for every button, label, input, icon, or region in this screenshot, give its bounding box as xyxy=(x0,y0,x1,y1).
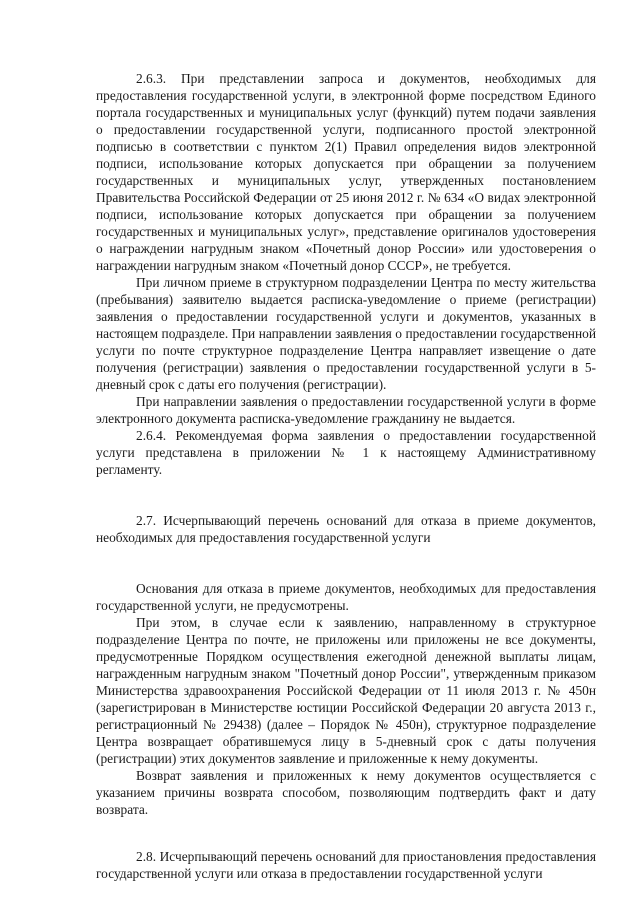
document-page xyxy=(96,70,596,882)
paragraph-postal-return: При этом, в случае если к заявлению, направленному в структурное подразделение Центра по почте, не приложены или приложены не все документы, предусмотренные Порядком осуществления ежегодной денежной выплаты лицам, награжденным нагрудным знаком "Почетный донор России", утвержденным приказом Министерства здравоохранения Российской Федерации от 11 июля 2013 г. № 450н (зарегистрирован в Министерстве юстиции Российской Федерации 20 августа 2013 г., регистрационный № 29438) (далее – Порядок № 450н), структурное подразделение Центра возвращает обратившемуся лицу в 5-дневный срок с даты получения (регистрации) этих документов заявление и приложенные к нему документы. xyxy=(96,615,596,766)
section-heading-2-8: 2.8. Исчерпывающий перечень оснований для приостановления предоставления государственной услуги или отказа в предоставлении государственной услуги xyxy=(96,849,596,881)
paragraph-2-6-4: 2.6.4. Рекомендуемая форма заявления о предоставлении государственной услуги представлена в приложении № 1 к настоящему Административному регламенту. xyxy=(96,428,596,477)
paragraph-return-reason: Возврат заявления и приложенных к нему документов осуществляется с указанием причины возврата способом, позволяющим подтвердить факт и дату возврата. xyxy=(96,768,596,817)
paragraph-personal-reception: При личном приеме в структурном подразделении Центра по месту жительства (пребывания) заявителю выдается расписка-уведомление о приеме (регистрации) заявления о предоставлении государственной услуги и документов, указанных в настоящем подразделе. При направлении заявления о предоставлении государственной услуги по почте структурное подразделение Центра направляет извещение о дате получения (регистрации) заявления о предоставлении государственной услуги в 5-дневный срок с даты его получения (регистрации). xyxy=(96,275,596,392)
section-heading-2-7: 2.7. Исчерпывающий перечень оснований для отказа в приеме документов, необходимых для предоставления государственной услуги xyxy=(96,513,596,545)
paragraph-electronic-submission: При направлении заявления о предоставлении государственной услуги в форме электронного документа расписка-уведомление гражданину не выдается. xyxy=(96,394,596,426)
paragraph-2-6-3: 2.6.3. При представлении запроса и документов, необходимых для предоставления государственной услуги, в электронной форме посредством Единого портала государственных и муниципальных услуг (функций) путем подачи заявления о предоставлении государственной услуги, подписанного простой электронной подписью в соответствии с пунктом 2(1) Правил определения видов электронной подписи, использование которых допускается при обращении за получением государственных и муниципальных услуг, утвержденных постановлением Правительства Российской Федерации от 25 июня 2012 г. № 634 «О видах электронной подписи, использование которых допускается при обращении за получением государственных и муниципальных услуг», представление оригиналов удостоверения о награждении нагрудным знаком «Почетный донор России» или удостоверения о награждении нагрудным знаком «Почетный донор СССР», не требуется. xyxy=(96,71,596,273)
paragraph-refusal-grounds: Основания для отказа в приеме документов, необходимых для предоставления государственной услуги, не предусмотрены. xyxy=(96,581,596,613)
